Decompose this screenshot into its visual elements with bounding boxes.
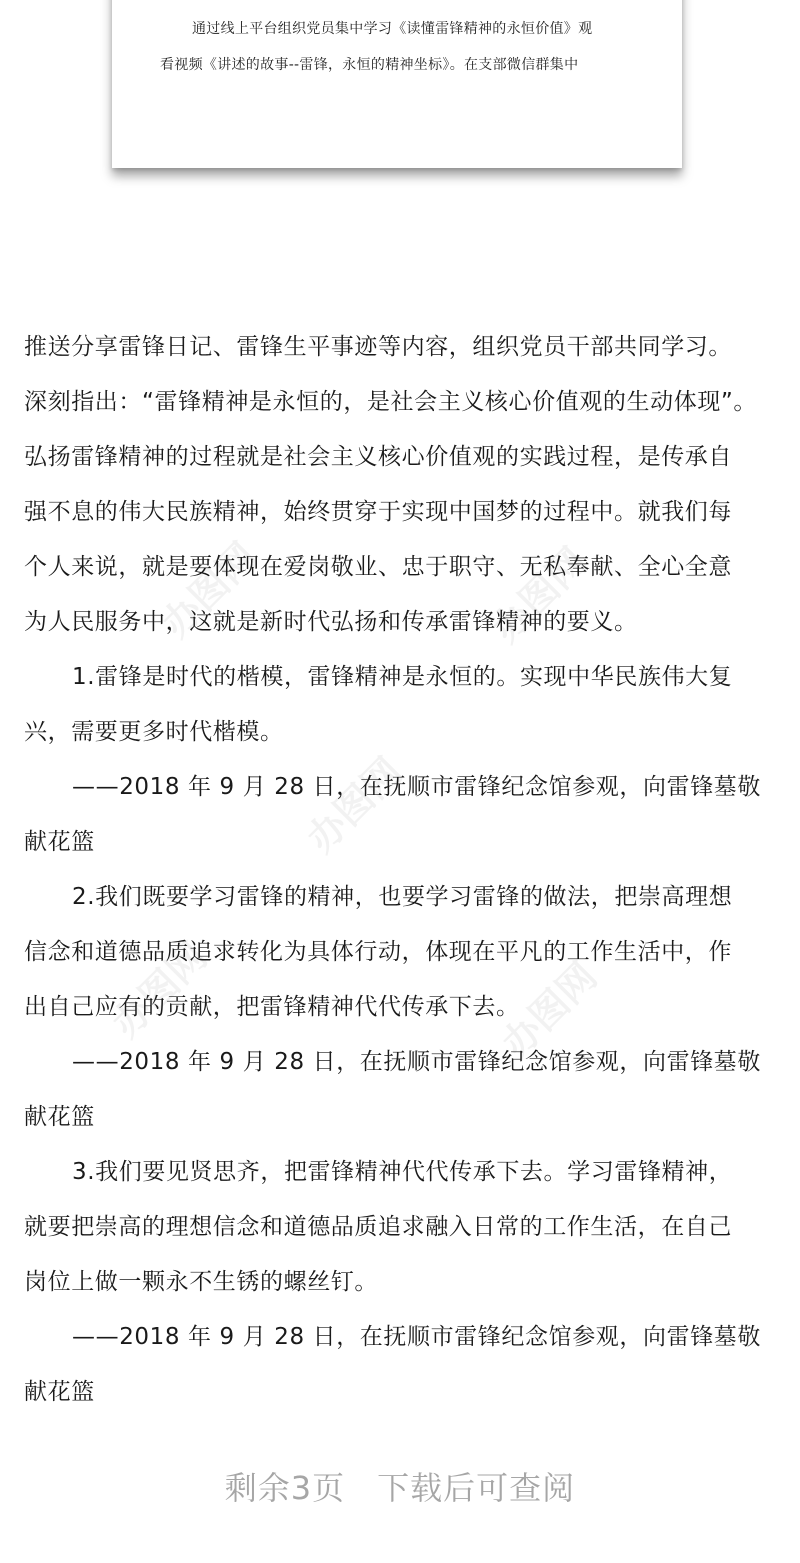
download-to-view-label: 下载后可查阅: [377, 1469, 576, 1507]
source-2-line: 献花篮: [24, 1104, 95, 1130]
quote-2-line: 出自己应有的贡献，把雷锋精神代代传承下去。: [24, 994, 520, 1020]
body-line: 推送分享雷锋日记、雷锋生平事迹等内容，组织党员干部共同学习。: [24, 334, 732, 360]
watermark-4: 办图网: [103, 934, 216, 1046]
quote-3-line: 3.我们要见贤思齐，把雷锋精神代代传承下去。学习雷锋精神，: [72, 1159, 733, 1185]
card-text-line-2: 看视频《讲述的故事--雷锋，永恒的精神坐标》。在支部微信群集中: [160, 57, 579, 73]
body-line: 个人来说，就是要体现在爱岗敬业、忠于职守、无私奉献、全心全意: [24, 554, 732, 580]
remaining-pages-label: 剩余3页: [224, 1469, 346, 1507]
watermark-2: 办图网: [483, 539, 596, 651]
source-2-line: ——2018 年 9 月 28 日，在抚顺市雷锋纪念馆参观，向雷锋墓敬: [72, 1049, 761, 1075]
body-line: 强不息的伟大民族精神，始终贯穿于实现中国梦的过程中。就我们每: [24, 499, 732, 525]
body-line: 深刻指出：“雷锋精神是永恒的，是社会主义核心价值观的生动体现”。: [24, 389, 758, 415]
watermark-5: 办图网: [493, 954, 606, 1066]
quote-1-line: 兴，需要更多时代楷模。: [24, 719, 284, 745]
download-prompt[interactable]: [0, 1463, 800, 1509]
source-3-line: 献花篮: [24, 1379, 95, 1405]
quote-3-line: 就要把崇高的理想信念和道德品质追求融入日常的工作生活，在自己: [24, 1214, 732, 1240]
card-text-line-1: 通过线上平台组织党员集中学习《读懂雷锋精神的永恒价值》观: [192, 21, 593, 37]
preview-page-card: [112, 0, 682, 168]
source-1-line: 献花篮: [24, 829, 95, 855]
quote-3-line: 岗位上做一颗永不生锈的螺丝钉。: [24, 1269, 378, 1295]
source-3-line: ——2018 年 9 月 28 日，在抚顺市雷锋纪念馆参观，向雷锋墓敬: [72, 1324, 761, 1350]
quote-2-line: 2.我们既要学习雷锋的精神，也要学习雷锋的做法，把崇高理想: [72, 884, 733, 910]
body-line: 为人民服务中，这就是新时代弘扬和传承雷锋精神的要义。: [24, 609, 638, 635]
body-line: 弘扬雷锋精神的过程就是社会主义核心价值观的实践过程，是传承自: [24, 444, 732, 470]
source-1-line: ——2018 年 9 月 28 日，在抚顺市雷锋纪念馆参观，向雷锋墓敬: [72, 774, 761, 800]
watermark-1: 办图网: [153, 534, 266, 646]
quote-2-line: 信念和道德品质追求转化为具体行动，体现在平凡的工作生活中，作: [24, 939, 732, 965]
watermark-3: 办图网: [298, 749, 411, 861]
quote-1-line: 1.雷锋是时代的楷模，雷锋精神是永恒的。实现中华民族伟大复: [72, 664, 733, 690]
